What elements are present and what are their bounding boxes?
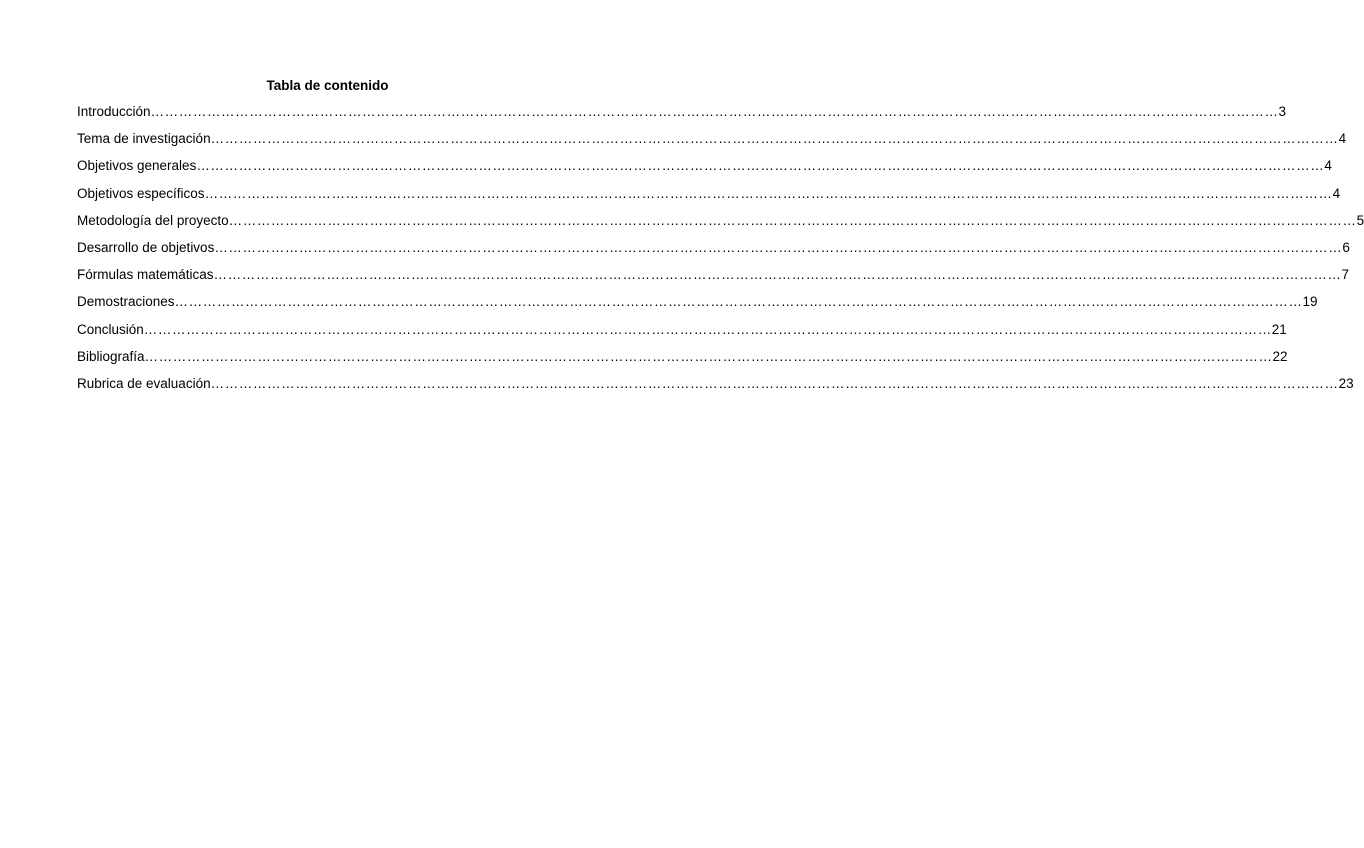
toc-dot-leader: …………………………………………………………………………………………………………………………………………………………………………………………………………………… — [204, 185, 1333, 201]
toc-title: Tabla de contenido — [266, 78, 389, 93]
toc-entry-page: 4 — [1332, 185, 1341, 201]
toc-entry-page: 5 — [1356, 212, 1364, 228]
toc-dot-leader: …………………………………………………………………………………………………………………………………………………………………………………………………………………… — [213, 267, 1342, 283]
toc-entry-page: 19 — [1302, 294, 1318, 310]
toc-entry-label: Conclusión — [77, 321, 144, 337]
table-of-contents — [77, 103, 1364, 402]
toc-entry-label: Rubrica de evaluación — [77, 375, 211, 391]
toc-dot-leader: …………………………………………………………………………………………………………………………………………………………………………………………………………………… — [143, 321, 1272, 337]
toc-entry — [77, 103, 1287, 130]
toc-entry-label: Fórmulas matemáticas — [77, 267, 214, 283]
toc-dot-leader: …………………………………………………………………………………………………………………………………………………………………………………………………………………… — [174, 294, 1303, 310]
toc-entry — [77, 321, 1287, 348]
toc-entry-label: Tema de investigación — [77, 131, 211, 147]
toc-entry-label: Objetivos específicos — [77, 185, 205, 201]
toc-entry-page: 4 — [1338, 131, 1347, 147]
toc-entry — [77, 348, 1288, 375]
toc-dot-leader: …………………………………………………………………………………………………………………………………………………………………………………………………………………… — [228, 212, 1357, 228]
toc-entry — [77, 266, 1350, 293]
toc-dot-leader: …………………………………………………………………………………………………………………………………………………………………………………………………………………… — [210, 375, 1339, 391]
toc-entry — [77, 293, 1318, 320]
toc-entry — [77, 130, 1347, 157]
toc-dot-leader: …………………………………………………………………………………………………………………………………………………………………………………………………………………… — [150, 104, 1279, 119]
toc-entry-page: 6 — [1342, 239, 1350, 255]
toc-entry — [77, 157, 1332, 184]
toc-entry-label: Objetivos generales — [77, 158, 197, 174]
toc-entry-label: Bibliografía — [77, 348, 145, 364]
toc-entry-page: 4 — [1324, 158, 1332, 174]
toc-entry-label: Desarrollo de objetivos — [77, 239, 215, 255]
toc-entry-label: Demostraciones — [77, 294, 175, 310]
toc-entry-page: 21 — [1271, 321, 1287, 337]
toc-dot-leader: …………………………………………………………………………………………………………………………………………………………………………………………………………………… — [214, 239, 1343, 255]
toc-entry-page: 23 — [1338, 375, 1354, 391]
toc-entry — [77, 185, 1341, 212]
toc-dot-leader: …………………………………………………………………………………………………………………………………………………………………………………………………………………… — [144, 348, 1273, 364]
toc-dot-leader: …………………………………………………………………………………………………………………………………………………………………………………………………………………… — [210, 131, 1339, 147]
toc-entry-label: Introducción — [77, 104, 151, 119]
toc-entry-page: 22 — [1272, 348, 1288, 364]
toc-entry-label: Metodología del proyecto — [77, 212, 229, 228]
toc-entry — [77, 212, 1364, 239]
toc-dot-leader: …………………………………………………………………………………………………………………………………………………………………………………………………………………… — [196, 158, 1325, 174]
toc-entry-page: 7 — [1341, 267, 1350, 283]
toc-entry — [77, 375, 1354, 402]
toc-entry — [77, 239, 1350, 266]
toc-entry-page: 3 — [1278, 104, 1287, 119]
